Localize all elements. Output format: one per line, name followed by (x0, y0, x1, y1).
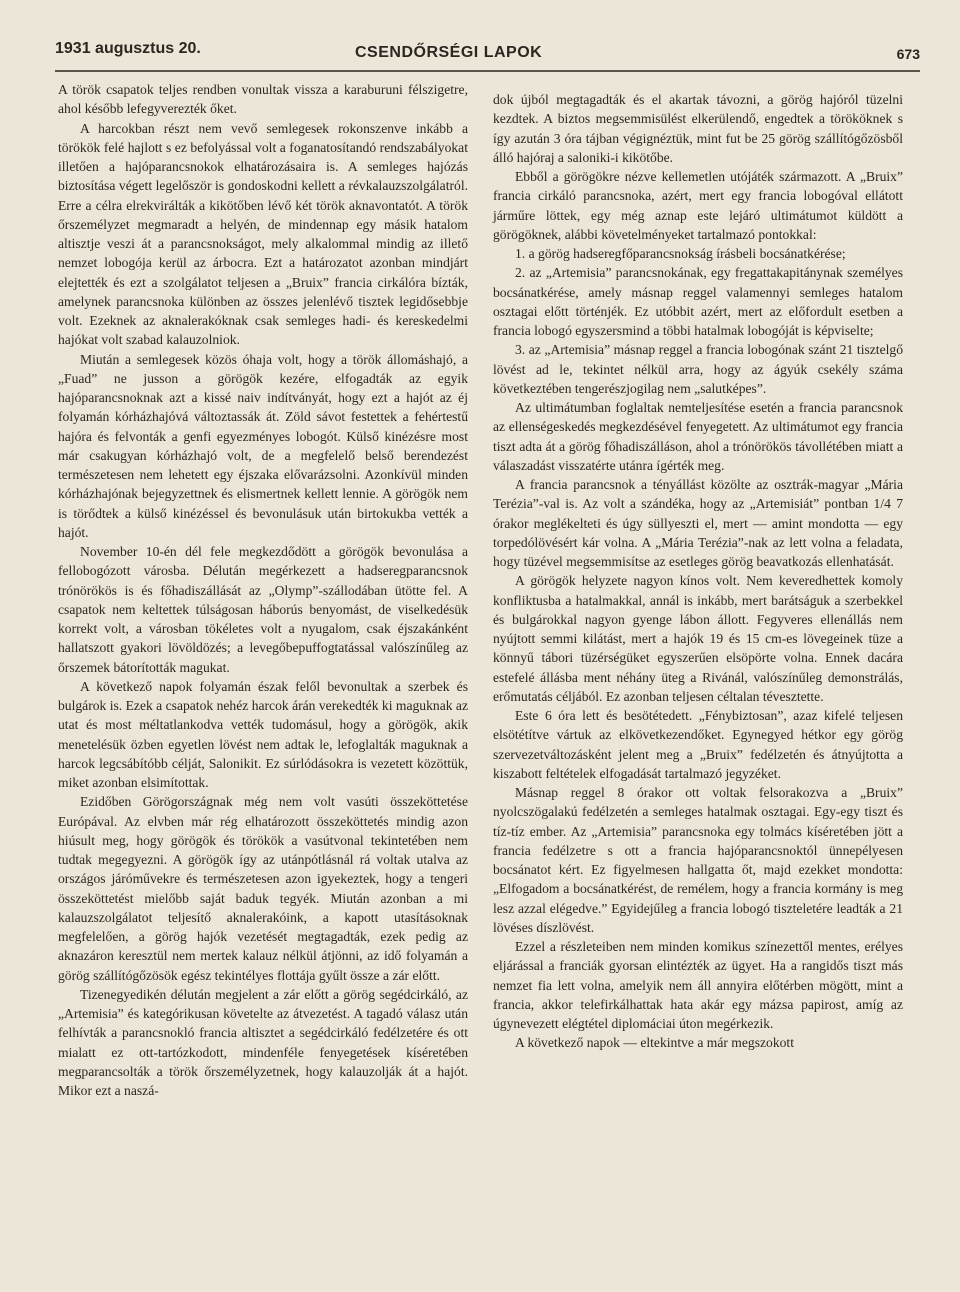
paragraph: 2. az „Artemisia” parancsnokának, egy fregattakapitánynak személyes bocsánatkérése, amely másnap reggel valamennyi semleges hatalom osztagai előtt történjék. Ez utóbbit azért, mert az előfordult esetben a francia lobogó egyszersmind a többi hatalmak lobogóját is képviselte; (493, 265, 903, 338)
paragraph: A következő napok folyamán észak felől bevonultak a szerbek és bulgárok is. Ezek a csapatok nehéz harcok árán verekedték ki maguknak az utat és most méltatlankodva vették tudomásul, hogy a görögök, akik menetelésük özben egyetlen lövést nem adtak le, lefoglalták maguknak a harcok legcsábítóbb célját, Salonikit. Ez súrlódásokra is vezetett közöttük, miket azonban elsimítottak. (58, 678, 468, 790)
paragraph: Ezzel a részleteiben nem minden komikus színezettől mentes, erélyes eljárással a franciák gyorsan elintézték az ügyet. Ha a rangidős tiszt más nemzet fia lett volna, amelyik nem áll annyira előtérben mögött, mint a francia, akkor telefirkálhattak hata akár egy mázsa papirost, amíg az úgynevezett elégtétel diplomáciai úton megérkezik. (493, 939, 903, 1031)
paragraph: 1. a görög hadseregfőparancsnokság írásbeli bocsánatkérése; (515, 246, 846, 261)
paragraph: Este 6 óra lett és besötétedett. „Fénybiztosan”, azaz kifelé teljesen elsötétítve vártuk az elkövetkezendőket. Egynegyed hétkor egy görög szervezetváltozásként jelent meg a „Bruix” fedélzetén és átnyújtotta a kiszabott feltételek elfogadását tartalmazó jegyzéket. (493, 708, 903, 781)
paragraph: A harcokban részt nem vevő semlegesek rokonszenve inkább a törökök felé hajlott s ez befolyással volt a foganatosítandó rendszabályokat illetően a hajóparancsnokok elhatározásaira is. A semleges hajózás biztosítása végett legelőször is gondoskodni kellett a révkalauzszolgálatról. Erre a célra elrekvirálták a kikötőben lévő két török aknavontatót. A török őrszemélyzet megmaradt a helyén, de mindennap egy másik hatalom altisztje veszi át a parancsnokságot, mely alkalommal mindig az illető nemzet lobogója kerül az árbocra. Ezt a határozatot azonban mindjárt elejtették és ezt a szolgálatot teljesen a „Bruix” francia cirkálóra bízták, amelynek parancsnoka különben az összes jelenlévő tisztek legidősebbje volt. Ezeknek az aknalerakóknak csak semleges hadi- és kereskedelmi hajókat volt szabad kalauzolniok. (58, 120, 468, 348)
page-number: 673 (896, 46, 920, 62)
paragraph: A görögök helyzete nagyon kínos volt. Nem keveredhettek komoly konfliktusba a hatalmakkal, annál is inkább, mert barátságuk a szerbekkel és bulgárokkal nagyon gyenge lábon állott. Fegyveres ellenállás nem nyújtott semmi kilátást, mert a hajók 19 és 15 cm-es lövegeinek tüze a könnyű tábori tüzérségüket egyszerűen elsöpörte volna. Ennek dacára estefelé állásba ment néhány üteg a Rivánál, valószínűleg demonstrálás, erőmutatás céljából. Ez azonban teljesen céltalan tévesztette. (493, 573, 903, 704)
journal-title: CSENDŐRSÉGI LAPOK (355, 44, 543, 61)
paragraph: Ezidőben Görögországnak még nem volt vasúti összeköttetése Európával. Az elvben már rég elhatározott összeköttetés mindig azon hiúsult meg, hogy görögök és törökök a vasútvonal tekintetében nem tudtak megegyezni. A görögök így az utánpótlásnál rá voltak utalva az országos járóművekre és természetesen azon igyekeztek, hogy a tengeri összeköttetést mielőbb saját baduk tegyék. Miután azonban a mi kalauzszolgálatot teljesítő aknalerakóink, a kapott utasításoknak megfelelően, a görög hajók vezetését megtagadták, ezek pedig az aknazáron keresztül nem mertek kalauz nélkül átjönni, az idő folyamán a görög szállítógőzösök egész tekintélyes flottája gyűlt össze a zár előtt. (58, 794, 468, 983)
paragraph: Ebből a görögökre nézve kellemetlen utójáték származott. A „Bruix” francia cirkáló parancsnoka, azért, mert egy francia lobogóval ellátott járműre löttek, egy még aznap este lejáró ultimátumot küldött a görögöknek, alábbi követelményeket tartalmazó pontokkal: (493, 169, 903, 242)
issue-date: 1931 augusztus 20. (55, 40, 201, 57)
paragraph: Másnap reggel 8 órakor ott voltak felsorakozva a „Bruix” nyolcszögalakú fedélzetén a semleges hatalmak osztagai. Egy-egy tiszt és tíz-tíz ember. Az „Artemisia” parancsnoka egy tolmács kíséretében jött a francia fedélzetre s ott a francia hajóparancsnoktól ünnepélyesen bocsánatot kért. Ez figyelmesen hallgatta őt, majd ezekket mondotta: „Elfogadom a bocsánatkérést, de remélem, hogy a francia kormány is meg lesz azzal elégedve.” Egyidejűleg a francia lobogó tiszteletére leadták a 21 lövéses díszlövést. (493, 785, 903, 935)
paragraph: A következő napok — eltekintve a már megszokott (515, 1035, 794, 1051)
paragraph: November 10-én dél fele megkezdődött a görögök bevonulása a fellobogózott városba. Délután megérkezett a hadseregparancsnok trónörökös is és főhadiszállását az „Olymp”-szállodában ütötte fel. A csapatok nem keltettek túlságosan háborús benyomást, de viselkedésük korrekt volt, a városban tökéletes volt a nyugalom, csak éjszakánként hallatszott gyakori lövöldözés; a levegőbepuffogtatással valószínűleg az őrszemek bátorították magukat. (58, 544, 468, 675)
paragraph: dok újból megtagadták és el akartak távozni, a görög hajóról tüzelni kezdtek. A biztos megsemmisülést elkerülendő, engedtek a törököknek s így azután 3 óra tájban végignéztük, mint fut be 25 görög szállítógőzösből álló hajóraj a saloniki-i kikötőbe. (493, 92, 903, 165)
paragraph: Tizenegyedikén délután megjelent a zár előtt a görög segédcirkáló, az „Artemisia” és kategórikusan követelte az átvezetést. A tagadó válasz után felhívták a parancsnokló francia altisztet a segédcirkáló fedélzetére és ott mialatt ez ott-tartózkodott, mindenféle fenyegetések kíséretében megparancsolták a török őrszemélyzetnek, hogy kalauzolják át a hajót. Mikor ezt a naszá- (58, 986, 468, 1098)
page-header (55, 36, 920, 72)
paragraph: 3. az „Artemisia” másnap reggel a francia lobogónak szánt 21 tisztelgő lövést ad le, tekintet nélkül arra, hogy az ágyúk csekély száma következtében tengerészjogilag nem „salutképes”. (493, 342, 903, 396)
paragraph: Miután a semlegesek közös óhaja volt, hogy a török állomáshajó, a „Fuad” ne jusson a görögök kezére, elfogadták az egyik hajóparancsnoknak azt a kissé naiv indítványát, hogy ezt a hajót az éj folyamán kórházhajóvá változtassák át. Zöld sávot festettek a fehértestű hajóra és felvonták a genfi egyezményes lobogót. Külső kinézésre most már csakugyan kórházhajó volt, de a megfelelő belső berendezést természetesen nem lehetett egy éjszaka elővarázsolni. Azonkívül minden kórházhajónak bejegyzettnek és elismertnek kellett lennie. A görögök nem is törődtek a külső kinézéssel és bevonulásuk után birtokukba vették a hajót. (58, 351, 468, 540)
right-column (493, 90, 903, 1051)
left-column (58, 80, 468, 1280)
paragraph: A török csapatok teljes rendben vonultak vissza a karaburuni félszigetre, ahol később lefegyverezték őket. (58, 82, 468, 117)
paragraph: Az ultimátumban foglaltak nemteljesítése esetén a francia parancsnok az ellenségeskedés megkezdésével fenyegetett. Az ultimátumot egy francia tiszt adta át a görög főhadiszálláson, ahol a trónörökös távollétében miatt a válaszadást visszatérte utánra ígérték meg. (493, 400, 903, 473)
paragraph: A francia parancsnok a tényállást közölte az osztrák-magyar „Mária Terézia”-val is. Az volt a szándéka, hogy az „Artemisiát” pontban 1/4 7 órakor meglékelteti és úgy süllyeszti el, mert — amint mondotta — egy torpedólövésért kár volna. A „Mária Terézia”-nak az lett volna a feladata, hogy tüzével megsemmisítse az esetleges görög beavatkozás ellenhatását. (493, 477, 903, 569)
